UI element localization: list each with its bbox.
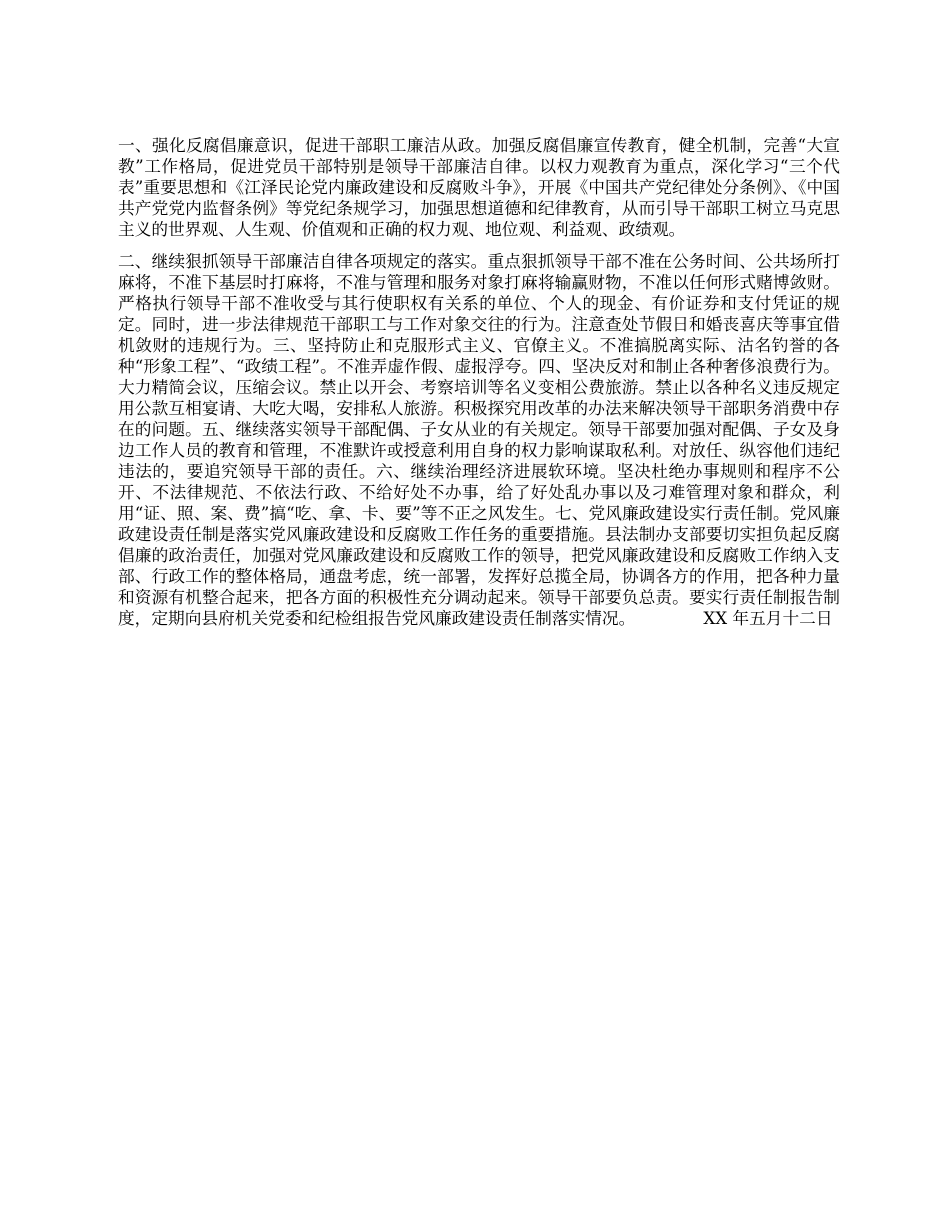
document-date: XX 年五月十二日 [703,608,833,628]
paragraph-1: 一、强化反腐倡廉意识，促进干部职工廉洁从政。加强反腐倡廉宣传教育，健全机制，完善“大宣教”工作格局，促进党员干部特别是领导干部廉洁自律。以权力观教育为重点，深化学习“三个代表”重要思想和《江泽民论党内廉政建设和反腐败斗争》，开展《中国共产党纪律处分条例》、《中国共产党党内监督条例》等党纪条规学习，加强思想道德和纪律教育，从而引导干部职工树立马克思主义的世界观、人生观、价值观和正确的权力观、地位观、利益观、政绩观。 [118,135,840,239]
document-body [118,135,840,640]
paragraph-2-text: 二、继续狠抓领导干部廉洁自律各项规定的落实。重点狠抓领导干部不准在公务时间、公共场所打麻将，不准下基层时打麻将，不准与管理和服务对象打麻将输赢财物，不准以任何形式赌博敛财。严格执行领导干部不准收受与其行使职权有关系的单位、个人的现金、有价证券和支付凭证的规定。同时，进一步法律规范干部职工与工作对象交往的行为。注意查处节假日和婚丧喜庆等事宜借机敛财的违规行为。三、坚持防止和克服形式主义、官僚主义。不准搞脱离实际、沽名钓誉的各种“形象工程”、“政绩工程”。不准弄虚作假、虚报浮夸。四、坚决反对和制止各种奢侈浪费行为。大力精简会议，压缩会议。禁止以开会、考察培训等名义变相公费旅游。禁止以各种名义违反规定用公款互相宴请、大吃大喝，安排私人旅游。积极探究用改革的办法来解决领导干部职务消费中存在的问题。五、继续落实领导干部配偶、子女从业的有关规定。领导干部要加强对配偶、子女及身边工作人员的教育和管理，不准默许或授意利用自身的权力影响谋取私利。对放任、纵容他们违纪违法的，要追究领导干部的责任。六、继续治理经济进展软环境。坚决杜绝办事规则和程序不公开、不法律规范、不依法行政、不给好处不办事，给了好处乱办事以及刁难管理对象和群众，利用“证、照、案、费”搞“吃、拿、卡、要”等不正之风发生。七、党风廉政建设实行责任制。党风廉政建设责任制是落实党风廉政建设和反腐败工作任务的重要措施。县法制办支部要切实担负起反腐倡廉的政治责任，加强对党风廉政建设和反腐败工作的领导，把党风廉政建设和反腐败工作纳入支部、行政工作的整体格局，通盘考虑，统一部署，发挥好总揽全局，协调各方的作用，把各种力量和资源有机整合起来，把各方面的积极性充分调动起来。领导干部要负总责。要实行责任制报告制度，定期向县府机关党委和纪检组报告党风廉政建设责任制落实情况。 [118,251,840,628]
paragraph-2 [118,251,840,629]
